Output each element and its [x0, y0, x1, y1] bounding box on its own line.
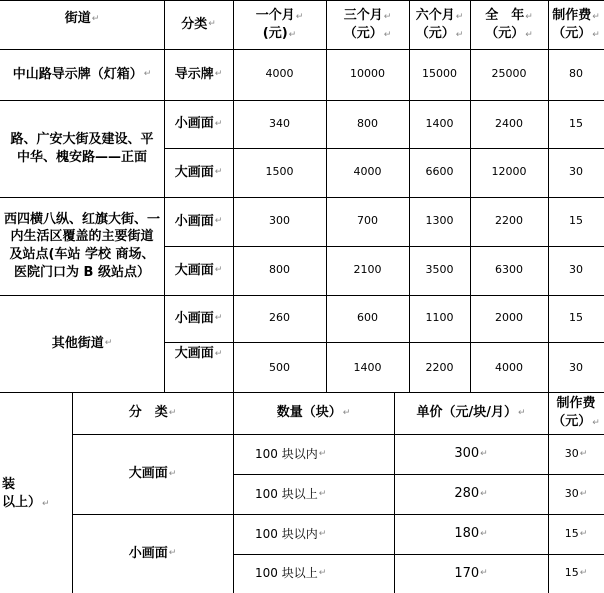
paragraph-mark: ↵ — [208, 19, 216, 30]
table2-quantity — [233, 554, 394, 593]
header-month3-line2: （元） — [343, 25, 383, 41]
header-month1-line2: (元) — [262, 25, 288, 41]
category-cell — [164, 148, 233, 197]
header-month1 — [233, 0, 326, 49]
price-1-month: 500 — [269, 360, 290, 374]
price-1-month: 260 — [269, 311, 290, 325]
paragraph-mark: ↵ — [455, 29, 464, 40]
production-fee: 30 — [569, 165, 583, 179]
paragraph-mark: ↵ — [168, 407, 177, 418]
paragraph-mark: ↵ — [318, 488, 327, 499]
header-category-label: 分类 — [181, 16, 208, 32]
table2-header-fee — [548, 392, 604, 434]
paragraph-mark: ↵ — [480, 488, 488, 499]
paragraph-mark: ↵ — [214, 313, 223, 324]
paragraph-mark: ↵ — [525, 29, 533, 40]
paragraph-mark: ↵ — [480, 448, 488, 459]
price-6-months: 6600 — [425, 165, 454, 179]
price-year: 6300 — [495, 263, 523, 277]
price-3-months: 2100 — [353, 263, 382, 277]
price-year: 2400 — [495, 116, 523, 130]
paragraph-mark: ↵ — [480, 568, 488, 579]
paragraph-mark: ↵ — [318, 528, 327, 539]
production-fee: 30 — [569, 360, 583, 374]
paragraph-mark: ↵ — [42, 499, 50, 509]
category-cell — [164, 342, 233, 366]
production-fee: 30 — [569, 263, 583, 277]
paragraph-mark: ↵ — [383, 29, 392, 40]
table2-category-small-label: 小画面 — [128, 545, 168, 561]
paragraph-mark: ↵ — [342, 407, 351, 418]
paragraph-mark: ↵ — [517, 407, 526, 418]
paragraph-mark: ↵ — [214, 348, 223, 359]
table2-header-category-label: 分 类 — [128, 405, 168, 421]
street-main-roads-line2: 中华、槐安路——正面 — [16, 149, 147, 165]
price-6-months: 3500 — [425, 263, 454, 277]
header-year-line2: （元） — [485, 25, 525, 41]
header-month6-line2: （元） — [415, 25, 455, 41]
paragraph-mark: ↵ — [592, 11, 600, 22]
header-month6 — [409, 0, 470, 49]
header-fee-line2: （元） — [552, 25, 592, 41]
paragraph-mark: ↵ — [214, 216, 223, 227]
price-year: 4000 — [495, 360, 523, 374]
table2-quantity-label: 100 块以内 — [255, 526, 318, 541]
header-month3 — [326, 0, 409, 49]
paragraph-mark: ↵ — [318, 448, 327, 459]
table2-fee — [548, 474, 604, 514]
table2-header-quantity-label: 数量（块） — [276, 405, 342, 421]
paragraph-mark: ↵ — [214, 118, 223, 129]
table2-category-large-label: 大画面 — [128, 466, 168, 482]
paragraph-mark: ↵ — [383, 11, 392, 22]
price-3-months: 4000 — [353, 165, 382, 179]
header-month3-line1: 三个月 — [343, 7, 383, 23]
paragraph-mark: ↵ — [318, 568, 327, 579]
header-month1-line1: 一个月 — [255, 7, 295, 23]
price-year: 12000 — [491, 165, 527, 179]
street-main-roads — [0, 100, 164, 197]
category-cell — [164, 246, 233, 295]
paragraph-mark: ↵ — [592, 29, 600, 40]
table2-fee — [548, 554, 604, 593]
header-category — [164, 0, 233, 49]
street-main-roads-line1: 路、广安大街及建设、平 — [10, 131, 154, 147]
table2-category-large — [72, 434, 233, 514]
paragraph-mark: ↵ — [480, 528, 488, 539]
table2-fee-value: 15 — [564, 566, 579, 580]
price-3-months: 10000 — [350, 67, 385, 81]
paragraph-mark: ↵ — [579, 528, 588, 539]
street-other-label: 其他街道 — [51, 335, 104, 351]
header-street — [0, 0, 164, 38]
table2-header-category — [72, 392, 233, 434]
price-3-months: 800 — [357, 116, 378, 130]
paragraph-mark: ↵ — [104, 338, 113, 349]
paragraph-mark: ↵ — [168, 548, 177, 559]
paragraph-mark: ↵ — [455, 11, 464, 22]
production-fee: 15 — [569, 311, 583, 325]
table2-fee-value: 15 — [564, 526, 579, 540]
category-label: 导示牌 — [174, 66, 214, 82]
paragraph-mark: ↵ — [525, 11, 533, 22]
price-3-months: 1400 — [353, 360, 382, 374]
table2-quantity-label: 100 块以内 — [255, 446, 318, 461]
paragraph-mark: ↵ — [214, 69, 223, 80]
table2-header-fee-line1: 制作费 — [556, 396, 596, 412]
table2-quantity — [233, 434, 394, 474]
table2-left-line2: 以上） — [2, 495, 42, 510]
paragraph-mark: ↵ — [295, 11, 304, 22]
header-year — [470, 0, 548, 49]
category-cell — [164, 295, 233, 342]
price-6-months: 2200 — [425, 360, 454, 374]
table2-header-unit-price-label: 单价（元/块/月） — [416, 405, 517, 421]
price-year: 2000 — [495, 311, 523, 325]
table2-quantity-label: 100 块以上 — [255, 566, 318, 581]
street-zhongshan-label: 中山路导示牌（灯箱） — [12, 66, 143, 82]
table2-unit-price — [394, 514, 548, 554]
table2-fee-value: 30 — [564, 446, 579, 460]
header-year-line1: 全 年 — [485, 7, 525, 23]
paragraph-mark: ↵ — [579, 568, 588, 579]
header-street-label: 街道 — [64, 11, 91, 27]
paragraph-mark: ↵ — [91, 13, 100, 24]
paragraph-mark: ↵ — [288, 29, 297, 40]
table2-unit-price — [394, 554, 548, 593]
table2-fee — [548, 514, 604, 554]
production-fee: 15 — [569, 116, 583, 130]
street-living-area — [0, 197, 164, 295]
price-6-months: 15000 — [422, 67, 457, 81]
street-living-area-line2: 内生活区覆盖的主要街道 — [10, 229, 154, 245]
street-zhongshan — [0, 49, 164, 100]
category-label: 小画面 — [174, 310, 214, 326]
header-fee — [548, 0, 604, 49]
table2-left-line1: 装 — [2, 477, 16, 493]
street-other — [0, 295, 164, 392]
price-1-month: 800 — [269, 263, 290, 277]
paragraph-mark: ↵ — [143, 69, 152, 80]
table2-unit-price-value: 180 — [454, 526, 480, 542]
table2-fee — [548, 434, 604, 474]
street-living-area-line3: 及站点(车站 学校 商场、 — [9, 247, 155, 262]
category-cell — [164, 197, 233, 246]
category-label: 大画面 — [174, 346, 214, 362]
table2-unit-price-value: 280 — [454, 486, 480, 502]
category-cell — [164, 49, 233, 100]
paragraph-mark: ↵ — [592, 418, 600, 428]
table2-left-label — [0, 434, 72, 554]
table2-unit-price — [394, 434, 548, 474]
production-fee: 80 — [569, 67, 583, 81]
table2-quantity — [233, 514, 394, 554]
price-3-months: 700 — [357, 214, 378, 228]
paragraph-mark: ↵ — [579, 488, 588, 499]
price-6-months: 1400 — [425, 116, 454, 130]
table2-header-fee-line2: （元） — [552, 414, 592, 429]
table2-unit-price — [394, 474, 548, 514]
category-cell — [164, 100, 233, 148]
price-6-months: 1300 — [425, 214, 454, 228]
street-living-area-line4: 医院门口为 B 级站点） — [14, 264, 150, 280]
price-1-month: 300 — [269, 214, 290, 228]
table2-fee-value: 30 — [564, 486, 579, 500]
table2-quantity-label: 100 块以上 — [255, 486, 318, 501]
price-year: 2200 — [495, 214, 523, 228]
category-label: 大画面 — [174, 164, 214, 180]
price-3-months: 600 — [357, 311, 378, 325]
table2-header-unit-price — [394, 392, 548, 434]
header-month6-line1: 六个月 — [415, 7, 455, 23]
table2-category-small — [72, 514, 233, 593]
table2-header-quantity — [233, 392, 394, 434]
category-label: 小画面 — [174, 213, 214, 229]
price-6-months: 1100 — [425, 311, 454, 325]
production-fee: 15 — [569, 214, 583, 228]
table2-unit-price-value: 170 — [454, 565, 480, 581]
price-1-month: 1500 — [265, 165, 294, 179]
category-label: 大画面 — [174, 262, 214, 278]
header-fee-line1: 制作费 — [552, 7, 592, 23]
price-1-month: 340 — [269, 116, 290, 130]
paragraph-mark: ↵ — [168, 468, 177, 479]
price-year: 25000 — [491, 67, 527, 81]
table2-quantity — [233, 474, 394, 514]
category-label: 小画面 — [174, 116, 214, 132]
street-living-area-line1: 西四横八纵、红旗大街、一 — [3, 211, 160, 227]
table2-unit-price-value: 300 — [454, 446, 480, 462]
paragraph-mark: ↵ — [214, 167, 223, 178]
paragraph-mark: ↵ — [579, 448, 588, 459]
price-1-month: 4000 — [265, 67, 294, 81]
paragraph-mark: ↵ — [214, 265, 223, 276]
